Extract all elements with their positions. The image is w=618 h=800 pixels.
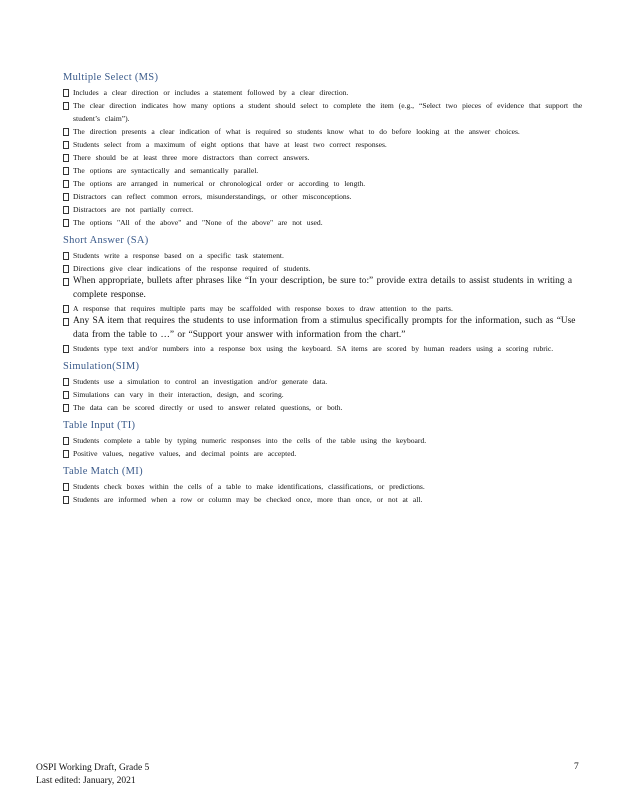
section-heading: Table Input (TI) [63,420,136,431]
bullet-box-icon [63,437,69,445]
bullet-box-icon [63,167,69,175]
bullet-box-icon [63,345,69,353]
list-item: Students select from a maximum of eight options that have at least two correct responses. [63,138,583,151]
bullet-box-icon [63,206,69,214]
list-item: The data can be scored directly or used to answer related questions, or both. [63,401,583,414]
list-item: Positive values, negative values, and decimal points are accepted. [63,447,583,460]
list-item: Distractors are not partially correct. [63,203,583,216]
list-item: Students use a simulation to control an investigation and/or generate data. [63,375,583,388]
bullet-box-icon [63,318,69,326]
bullet-box-icon [63,219,69,227]
section-table-input [63,420,583,460]
section-short-answer [63,235,583,355]
list-item: When appropriate, bullets after phrases like “In your description, be sure to:” provide extra details to assist students in writing a complete response. [63,275,583,302]
bullet-box-icon [63,102,69,110]
list-item: The clear direction indicates how many options a student should select to complete the item (e.g., “Select two pieces of evidence that support the student’s claim”). [63,99,583,125]
bullet-box-icon [63,141,69,149]
bullet-box-icon [63,193,69,201]
bullet-box-icon [63,305,69,313]
bullet-box-icon [63,391,69,399]
section-table-match [63,466,583,506]
bullet-box-icon [63,496,69,504]
bullet-box-icon [63,180,69,188]
page-footer [36,762,149,788]
bullet-box-icon [63,450,69,458]
list-item: Students complete a table by typing numeric responses into the cells of the table using the keyboard. [63,434,583,447]
list-item: Students are informed when a row or column may be checked once, more than once, or not at all. [63,493,583,506]
list-item: Directions give clear indications of the response required of students. [63,262,583,275]
list-item: The options are syntactically and semantically parallel. [63,164,583,177]
bullet-box-icon [63,404,69,412]
list-item: Includes a clear direction or includes a statement followed by a clear direction. [63,86,583,99]
list-item: Simulations can vary in their interaction, design, and scoring. [63,388,583,401]
section-heading: Simulation(SIM) [63,361,140,372]
list-item: Students check boxes within the cells of a table to make identifications, classifications, or predictions. [63,480,583,493]
footer-title: OSPI Working Draft, Grade 5 [36,763,150,773]
list-item: The options "All of the above" and "None of the above" are not used. [63,216,583,229]
section-heading: Short Answer (SA) [63,235,149,246]
page-content [63,72,583,512]
list-item: Students write a response based on a specific task statement. [63,249,583,262]
bullet-box-icon [63,154,69,162]
list-item: Distractors can reflect common errors, misunderstandings, or other misconceptions. [63,190,583,203]
list-item: Students type text and/or numbers into a response box using the keyboard. SA items are scored by human readers using a scoring rubric. [63,342,583,355]
list-item: The options are arranged in numerical or chronological order or according to length. [63,177,583,190]
bullet-box-icon [63,265,69,273]
list-item: Any SA item that requires the students to use information from a stimulus specifically prompts for the information, such as “Use data from the table to …” or “Support your answer with information from the chart.” [63,315,583,342]
section-simulation [63,361,583,414]
bullet-box-icon [63,252,69,260]
bullet-box-icon [63,128,69,136]
section-heading: Table Match (MI) [63,466,143,477]
page-number: 7 [574,762,579,772]
section-multiple-select [63,72,583,229]
footer-edited-date: Last edited: January, 2021 [36,776,136,786]
bullet-box-icon [63,483,69,491]
list-item: A response that requires multiple parts may be scaffolded with response boxes to draw attention to the parts. [63,302,583,315]
list-item: There should be at least three more distractors than correct answers. [63,151,583,164]
list-item: The direction presents a clear indication of what is required so students know what to do before looking at the answer choices. [63,125,583,138]
bullet-box-icon [63,378,69,386]
section-heading: Multiple Select (MS) [63,72,159,83]
bullet-box-icon [63,89,69,97]
bullet-box-icon [63,278,69,286]
